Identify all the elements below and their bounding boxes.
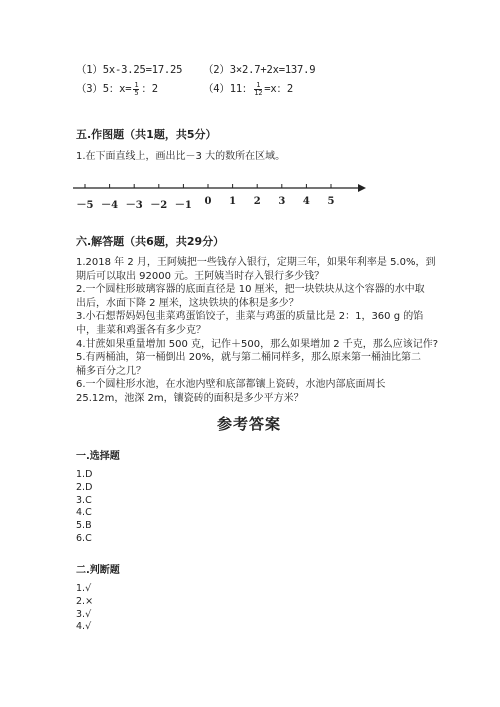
tick-label: 1 (229, 196, 237, 207)
section-6-title: 六.解答题（共6题，共29分） (76, 235, 225, 248)
answer-item: 5.B (76, 520, 92, 532)
question-line: 桶多百分之几？ (76, 365, 146, 377)
number-line (70, 182, 370, 194)
equation-2: （2）3×2.7+2x=137.9 (203, 64, 316, 76)
answer-item: 4.√ (76, 621, 92, 633)
section-5-question: 1.在下面直线上，画出比－3 大的数所在区域。 (76, 151, 286, 162)
section-6-questions (76, 256, 439, 406)
answers-heading: 参考答案 (217, 415, 282, 433)
question-line: 1.2018 年 2 月，王阿姨把一些钱存入银行，定期三年，如果年利率是 5.0%，到 (76, 257, 436, 268)
equation-3-post: ：2 (141, 83, 158, 95)
answer-item: 2.× (76, 595, 94, 607)
equation-4-numerator: 1 (254, 82, 262, 90)
equation-4-pre: （4）11： (203, 83, 253, 95)
answer-item: 4.C (76, 507, 92, 519)
question-line: 25.12m，池深 2m，镶瓷砖的面积是多少平方米？ (76, 392, 304, 404)
question-line: 3.小石想帮妈妈包韭菜鸡蛋馅饺子，韭菜与鸡蛋的质量比是 2：1，360 g 的馅 (76, 311, 424, 323)
section-5-title: 五.作图题（共1题，共5分） (76, 128, 217, 141)
equation-3-numerator: 1 (134, 80, 139, 89)
tick-label: 5 (327, 196, 335, 207)
equation-4-fraction (254, 82, 262, 97)
tick-label: －4 (101, 200, 119, 211)
answer-item: 1.√ (76, 583, 92, 594)
question-line: 6.一个圆柱形水池，在水池内壁和底部都镶上瓷砖，水池内部底面周长 (76, 379, 386, 391)
answer-item: 3.√ (76, 608, 92, 620)
equation-4-denominator: 12 (254, 88, 263, 97)
tick-label: 3 (278, 196, 286, 207)
tick-label: 0 (204, 196, 212, 207)
question-line: 期后可以取出 92000 元。王阿姨当时存入银行多少钱？ (76, 270, 325, 282)
number-line-arrow (358, 184, 366, 192)
equation-1: （1）5x-3.25=17.25 (76, 64, 183, 76)
equation-3 (76, 81, 158, 97)
equation-3-pre: （3）5：x= (76, 83, 132, 95)
choice-answers (76, 469, 92, 546)
equation-4-post: =x：2 (264, 83, 293, 95)
choice-title: 一.选择题 (76, 451, 120, 462)
judge-title: 二.判断题 (76, 565, 120, 576)
question-line: 中，韭菜和鸡蛋各有多少克？ (76, 324, 206, 336)
question-line: 5.有两桶油，第一桶倒出 20%，就与第二桶同样多，那么原来第一桶油比第二 (76, 352, 421, 364)
equation-4 (203, 81, 293, 97)
tick-label: 2 (253, 196, 261, 207)
answer-item: 1.D (76, 469, 93, 480)
question-line: 出后，水面下降 2 厘米，这块铁块的体积是多少？ (76, 297, 299, 309)
tick-label: －3 (125, 200, 143, 211)
equation-3-denominator: 5 (134, 88, 139, 97)
answer-item: 3.C (76, 494, 92, 506)
judge-answers (76, 583, 93, 634)
answer-item: 2.D (76, 481, 93, 493)
equation-3-fraction (133, 82, 139, 97)
tick-label: －5 (76, 200, 94, 211)
tick-label: 4 (302, 196, 310, 207)
question-line: 2.一个圆柱形玻璃容器的底面直径是 10 厘米，把一块铁块从这个容器的水中取 (76, 284, 425, 296)
question-line: 4.甘蔗如果重量增加 500 克，记作＋500，那么如果增加 2 千克，那么应该记作? (76, 338, 439, 350)
answer-item: 6.C (76, 532, 92, 544)
tick-label: －1 (174, 200, 192, 211)
tick-label: －2 (150, 200, 168, 211)
